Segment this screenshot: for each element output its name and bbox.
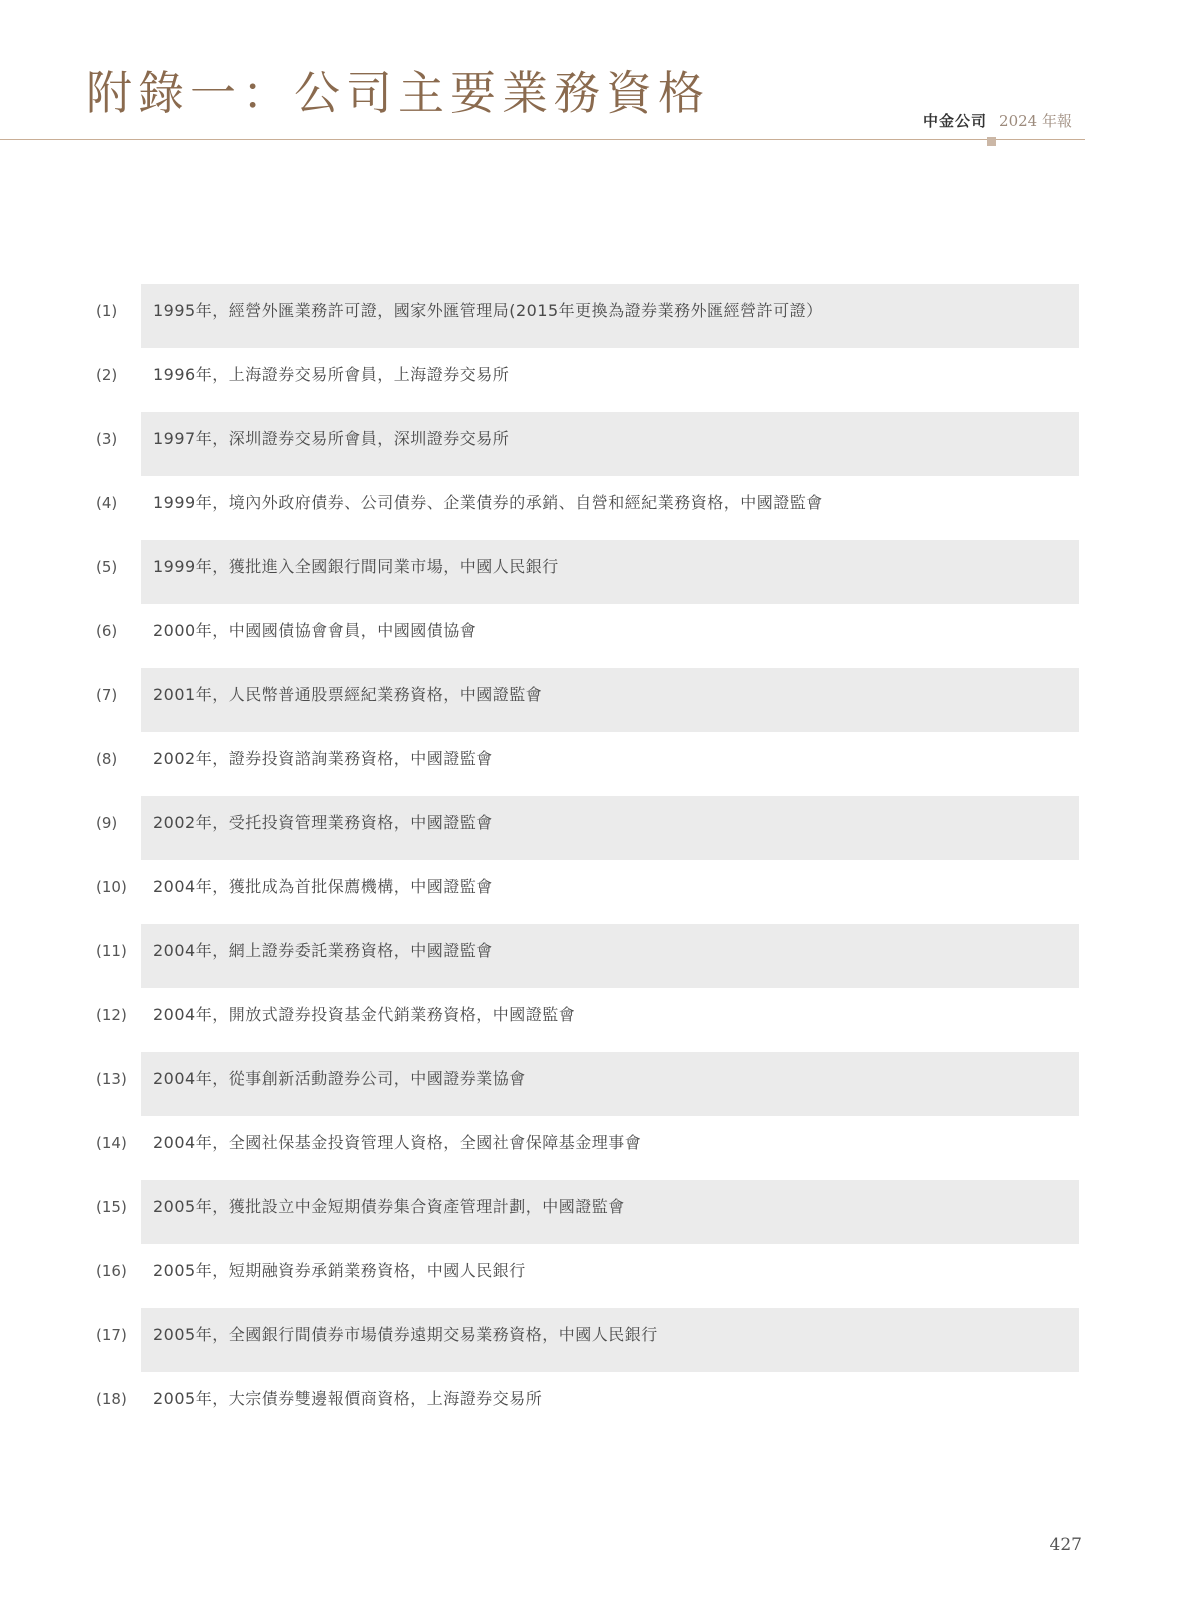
item-text: 2004年，網上證券委託業務資格，中國證監會: [153, 941, 493, 960]
list-item: [0, 796, 1190, 860]
list-item: [0, 476, 1190, 540]
item-text: 2004年，全國社保基金投資管理人資格，全國社會保障基金理事會: [153, 1133, 642, 1152]
item-text: 2001年，人民幣普通股票經紀業務資格，中國證監會: [153, 685, 543, 704]
item-number: (13): [96, 1070, 127, 1088]
list-item: [0, 732, 1190, 796]
item-text: 2004年，獲批成為首批保薦機構，中國證監會: [153, 877, 493, 896]
list-item: [0, 924, 1190, 988]
item-number: (12): [96, 1006, 127, 1024]
item-text: 1996年，上海證券交易所會員，上海證券交易所: [153, 365, 510, 384]
list-item: [0, 348, 1190, 412]
report-name: 2024 年報: [999, 112, 1072, 130]
item-text: 2002年，證券投資諮詢業務資格，中國證監會: [153, 749, 493, 768]
list-item: [0, 284, 1190, 348]
page-number: 427: [1049, 1535, 1082, 1555]
item-number: (2): [96, 366, 118, 384]
item-number: (9): [96, 814, 118, 832]
header-marker: [987, 137, 996, 146]
header-divider: [0, 139, 1085, 140]
item-text: 2000年，中國國債協會會員，中國國債協會: [153, 621, 477, 640]
item-number: (6): [96, 622, 118, 640]
item-text: 2002年，受托投資管理業務資格，中國證監會: [153, 813, 493, 832]
item-text: 2005年，獲批設立中金短期債券集合資產管理計劃，中國證監會: [153, 1197, 625, 1216]
item-text: 1995年，經營外匯業務許可證，國家外匯管理局(2015年更換為證券業務外匯經營許可證）: [153, 301, 823, 320]
qualification-list: [0, 284, 1190, 1436]
company-name: 中金公司: [923, 112, 988, 130]
item-text: 1999年，境內外政府債券、公司債券、企業債券的承銷、自營和經紀業務資格，中國證監會: [153, 493, 823, 512]
item-number: (10): [96, 878, 127, 896]
list-item: [0, 604, 1190, 668]
item-number: (17): [96, 1326, 127, 1344]
list-item: [0, 1244, 1190, 1308]
list-item: [0, 1180, 1190, 1244]
list-item: [0, 1116, 1190, 1180]
list-item: [0, 412, 1190, 476]
item-text: 1999年，獲批進入全國銀行間同業市場，中國人民銀行: [153, 557, 559, 576]
item-number: (1): [96, 302, 118, 320]
page-title: 附錄一：公司主要業務資格: [86, 66, 710, 120]
item-text: 2005年，短期融資券承銷業務資格，中國人民銀行: [153, 1261, 526, 1280]
item-number: (16): [96, 1262, 127, 1280]
list-item: [0, 1372, 1190, 1436]
list-item: [0, 540, 1190, 604]
item-number: (7): [96, 686, 118, 704]
item-text: 2004年，從事創新活動證券公司，中國證券業協會: [153, 1069, 526, 1088]
item-number: (14): [96, 1134, 127, 1152]
running-header: [923, 114, 1072, 129]
item-number: (3): [96, 430, 118, 448]
list-item: [0, 988, 1190, 1052]
item-number: (8): [96, 750, 118, 768]
item-text: 2005年，大宗債券雙邊報價商資格，上海證券交易所: [153, 1389, 543, 1408]
item-text: 2004年，開放式證券投資基金代銷業務資格，中國證監會: [153, 1005, 576, 1024]
item-number: (18): [96, 1390, 127, 1408]
item-text: 2005年，全國銀行間債券市場債券遠期交易業務資格，中國人民銀行: [153, 1325, 658, 1344]
item-number: (5): [96, 558, 118, 576]
list-item: [0, 1308, 1190, 1372]
list-item: [0, 668, 1190, 732]
item-number: (15): [96, 1198, 127, 1216]
list-item: [0, 1052, 1190, 1116]
item-text: 1997年，深圳證券交易所會員，深圳證券交易所: [153, 429, 510, 448]
list-item: [0, 860, 1190, 924]
item-number: (11): [96, 942, 127, 960]
item-number: (4): [96, 494, 118, 512]
